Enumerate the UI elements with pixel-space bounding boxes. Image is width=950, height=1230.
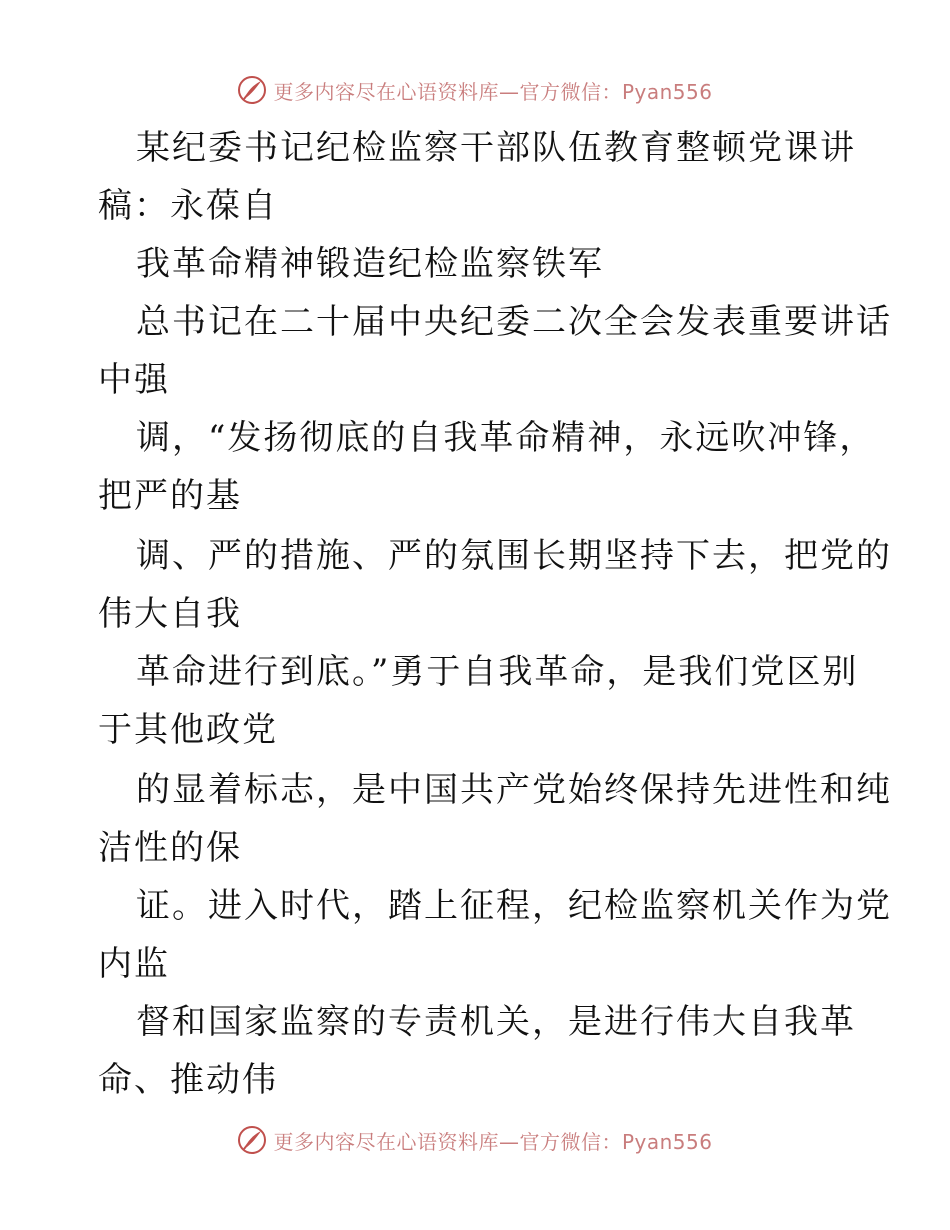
footer-watermark [0,1120,950,1160]
text-line: 中强 [98,360,170,400]
text-line: 革命进行到底。”勇于自我革命，是我们党区别 [136,652,859,692]
text-line: 稿：永葆自 [98,186,278,226]
quill-logo-icon [237,75,267,105]
text-line: 证。进入时代，踏上征程，纪检监察机关作为党 [136,886,892,926]
text-line: 的显着标志，是中国共产党始终保持先进性和纯 [136,770,892,810]
text-line: 伟大自我 [98,594,242,634]
text-line: 命、推动伟 [98,1060,278,1100]
text-line: 于其他政党 [98,710,278,750]
text-line: 督和国家监察的专责机关，是进行伟大自我革 [136,1002,856,1042]
text-line: 内监 [98,944,170,984]
watermark-text: 更多内容尽在心语资料库—官方微信：Pyan556 [273,1129,713,1154]
text-line: 把严的基 [98,476,242,516]
watermark-text: 更多内容尽在心语资料库—官方微信：Pyan556 [273,79,713,104]
text-line: 调、严的措施、严的氛围长期坚持下去，把党的 [136,536,892,576]
text-line: 洁性的保 [98,828,242,868]
text-line: 某纪委书记纪检监察干部队伍教育整顿党课讲 [136,128,856,168]
text-line: 我革命精神锻造纪检监察铁军 [136,244,604,284]
text-line: 调，“发扬彻底的自我革命精神，永远吹冲锋， [136,418,876,458]
quill-logo-icon [237,1125,267,1155]
text-line: 总书记在二十届中央纪委二次全会发表重要讲话 [136,302,892,342]
header-watermark [0,70,950,110]
